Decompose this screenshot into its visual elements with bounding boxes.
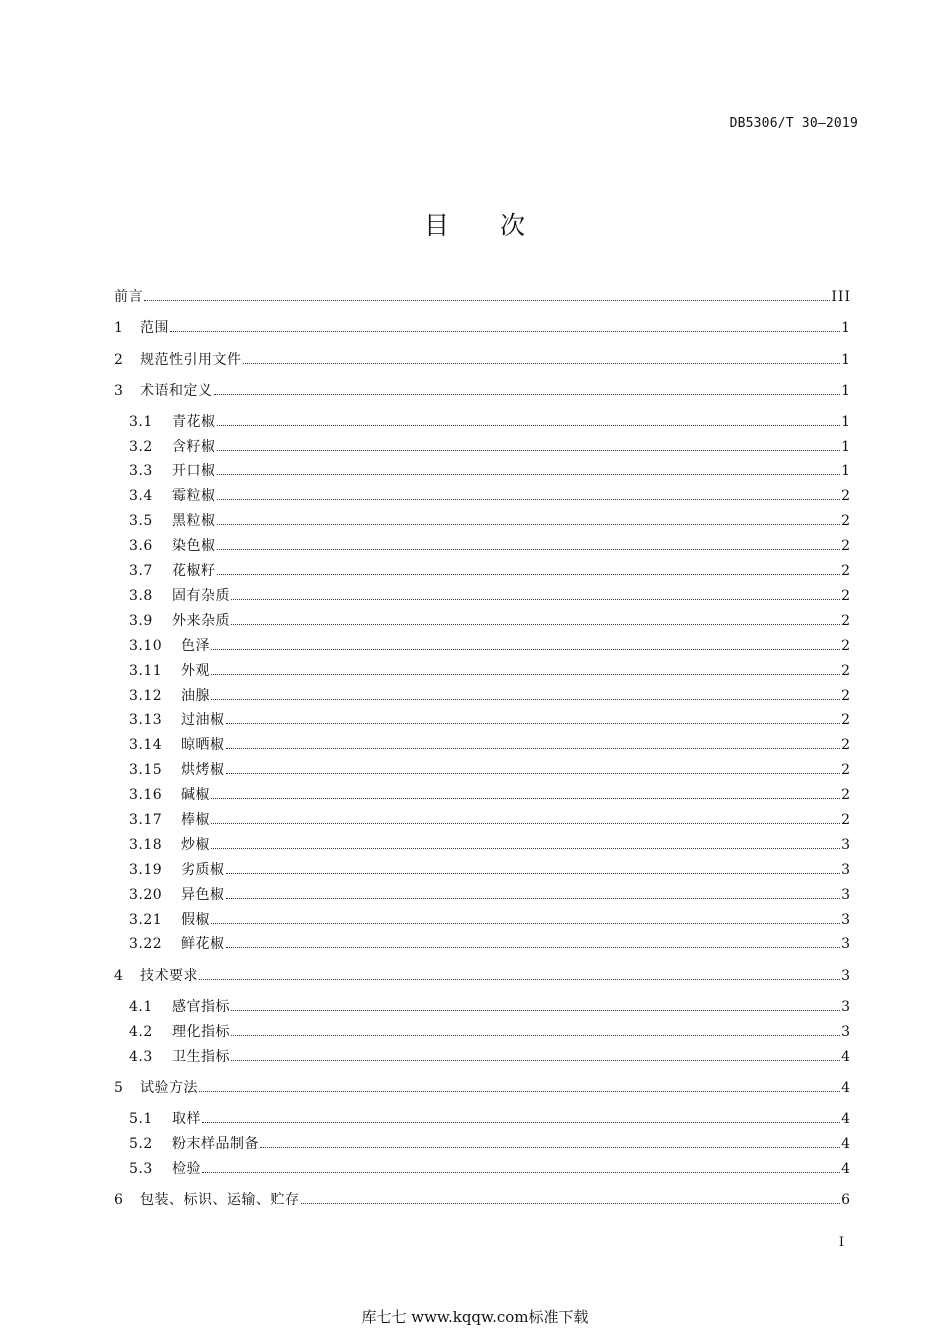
toc-entry[interactable] [129, 1159, 851, 1179]
toc-dot-leader [170, 331, 840, 332]
toc-entry-title: 固有杂质 [172, 588, 230, 604]
toc-entry-number: 4.1 [129, 999, 153, 1015]
toc-entry[interactable] [114, 318, 851, 338]
toc-entry-title: 黑粒椒 [172, 513, 216, 529]
toc-entry-page: 4 [841, 1080, 851, 1096]
toc-entry-page: 3 [841, 936, 851, 952]
toc-entry[interactable] [129, 735, 851, 755]
toc-entry-page: III [831, 289, 851, 305]
toc-entry-page: 2 [841, 812, 851, 828]
toc-dot-leader [144, 300, 830, 301]
toc-entry-number: 3.16 [129, 787, 163, 803]
toc-entry-number: 3.3 [129, 463, 153, 479]
toc-dot-leader [217, 574, 841, 575]
toc-entry-page: 2 [841, 737, 851, 753]
toc-dot-leader [217, 549, 841, 550]
toc-entry-number: 1 [114, 320, 123, 336]
toc-entry-number: 3.4 [129, 488, 153, 504]
toc-entry-page: 4 [841, 1161, 851, 1177]
toc-entry-number: 3.14 [129, 737, 163, 753]
toc-entry-number: 3.21 [129, 912, 163, 928]
toc-entry-title: 染色椒 [172, 538, 216, 554]
toc-entry[interactable] [114, 1190, 851, 1210]
toc-entry-number: 6 [114, 1192, 123, 1208]
toc-dot-leader [226, 898, 841, 899]
toc-entry[interactable] [129, 997, 851, 1017]
toc-entry-page: 1 [841, 352, 851, 368]
page-number: I [838, 1235, 844, 1250]
toc-dot-leader [199, 979, 840, 980]
toc-dot-leader [214, 394, 841, 395]
toc-entry-title: 鲜花椒 [181, 936, 225, 952]
toc-entry-page: 1 [841, 463, 851, 479]
toc-entry-title: 试验方法 [140, 1080, 198, 1096]
toc-entry-number: 2 [114, 352, 123, 368]
toc-entry-number: 3.13 [129, 712, 163, 728]
title-char-2: 次 [500, 211, 527, 240]
toc-dot-leader [231, 1035, 840, 1036]
toc-entry-title: 青花椒 [172, 414, 216, 430]
toc-entry-page: 2 [841, 563, 851, 579]
toc-entry[interactable] [114, 350, 851, 370]
toc-entry-number: 5.2 [129, 1136, 153, 1152]
toc-entry[interactable] [129, 860, 851, 880]
toc-entry-page: 3 [841, 887, 851, 903]
toc-dot-leader [211, 798, 840, 799]
toc-entry[interactable] [129, 461, 851, 481]
toc-entry[interactable] [129, 1022, 851, 1042]
toc-entry-page: 2 [841, 538, 851, 554]
toc-entry-page: 2 [841, 787, 851, 803]
toc-entry[interactable] [129, 536, 851, 556]
toc-entry[interactable] [129, 1047, 851, 1067]
toc-entry-page: 3 [841, 912, 851, 928]
toc-dot-leader [202, 1122, 840, 1123]
toc-entry-page: 1 [841, 439, 851, 455]
toc-entry-title: 技术要求 [140, 968, 198, 984]
toc-entry-page: 2 [841, 588, 851, 604]
toc-entry[interactable] [114, 1078, 851, 1098]
toc-entry-number: 3.2 [129, 439, 153, 455]
toc-entry-page: 2 [841, 638, 851, 654]
toc-entry-number: 5.1 [129, 1111, 153, 1127]
toc-entry-number: 5 [114, 1080, 123, 1096]
toc-entry[interactable] [129, 686, 851, 706]
toc-entry-title: 感官指标 [172, 999, 230, 1015]
toc-entry-number: 3.12 [129, 688, 163, 704]
toc-dot-leader [231, 599, 840, 600]
toc-entry-title: 假椒 [181, 912, 210, 928]
title-char-1: 目 [423, 211, 450, 240]
toc-entry[interactable] [114, 287, 851, 307]
toc-entry-title: 花椒籽 [172, 563, 216, 579]
toc-entry-title: 过油椒 [181, 712, 225, 728]
toc-entry-title: 异色椒 [181, 887, 225, 903]
toc-dot-leader [217, 425, 841, 426]
toc-entry-title: 开口椒 [172, 463, 216, 479]
toc-entry-title: 棒椒 [181, 812, 210, 828]
toc-entry[interactable] [129, 885, 851, 905]
toc-entry-title: 碱椒 [181, 787, 210, 803]
toc-entry-page: 2 [841, 663, 851, 679]
toc-dot-leader [231, 624, 840, 625]
toc-entry-page: 3 [841, 1024, 851, 1040]
toc-entry-number: 3.8 [129, 588, 153, 604]
toc-entry-number: 3.19 [129, 862, 163, 878]
toc-entry[interactable] [129, 611, 851, 631]
toc-entry-number: 3.10 [129, 638, 163, 654]
toc-dot-leader [226, 723, 841, 724]
toc-dot-leader [211, 649, 840, 650]
toc-entry[interactable] [129, 785, 851, 805]
toc-entry-title: 油腺 [181, 688, 210, 704]
toc-entry-number: 4.2 [129, 1024, 153, 1040]
toc-entry-title: 前言 [114, 289, 143, 305]
toc-entry-number: 5.3 [129, 1161, 153, 1177]
toc-dot-leader [260, 1147, 840, 1148]
toc-entry[interactable] [129, 661, 851, 681]
toc-entry-number: 3.5 [129, 513, 153, 529]
toc-entry-title: 理化指标 [172, 1024, 230, 1040]
toc-entry-number: 3.6 [129, 538, 153, 554]
toc-entry-number: 3.1 [129, 414, 153, 430]
toc-entry-title: 外来杂质 [172, 613, 230, 629]
toc-entry-number: 3.20 [129, 887, 163, 903]
toc-entry-title: 色泽 [181, 638, 210, 654]
toc-entry-page: 3 [841, 968, 851, 984]
toc-entry-page: 6 [841, 1192, 851, 1208]
toc-entry-page: 2 [841, 712, 851, 728]
toc-dot-leader [217, 499, 841, 500]
toc-entry-title: 检验 [172, 1161, 201, 1177]
toc-entry-number: 3.9 [129, 613, 153, 629]
toc-entry-title: 粉末样品制备 [172, 1136, 259, 1152]
toc-entry-page: 3 [841, 837, 851, 853]
toc-entry-title: 卫生指标 [172, 1049, 230, 1065]
toc-dot-leader [211, 674, 840, 675]
toc-entry-title: 含籽椒 [172, 439, 216, 455]
toc-entry[interactable] [129, 910, 851, 930]
toc-entry-title: 晾晒椒 [181, 737, 225, 753]
toc-entry-page: 3 [841, 862, 851, 878]
toc-dot-leader [217, 524, 841, 525]
toc-entry[interactable] [129, 486, 851, 506]
toc-entry-title: 劣质椒 [181, 862, 225, 878]
toc-entry[interactable] [129, 636, 851, 656]
toc-entry-page: 2 [841, 488, 851, 504]
toc-entry-number: 3.17 [129, 812, 163, 828]
toc-dot-leader [243, 363, 841, 364]
toc-entry[interactable] [129, 810, 851, 830]
toc-entry[interactable] [129, 437, 851, 457]
toc-entry-page: 2 [841, 613, 851, 629]
toc-entry-title: 取样 [172, 1111, 201, 1127]
toc-entry[interactable] [129, 835, 851, 855]
toc-entry-title: 术语和定义 [140, 383, 213, 399]
toc-entry[interactable] [129, 561, 851, 581]
toc-entry-title: 包装、标识、运输、贮存 [140, 1192, 300, 1208]
toc-dot-leader [226, 773, 841, 774]
toc-entry-number: 3.7 [129, 563, 153, 579]
document-code: DB5306/T 30—2019 [729, 116, 858, 131]
toc-entry-page: 4 [841, 1136, 851, 1152]
toc-entry-title: 规范性引用文件 [140, 352, 242, 368]
toc-entry-title: 外观 [181, 663, 210, 679]
toc-entry-title: 霉粒椒 [172, 488, 216, 504]
toc-dot-leader [199, 1091, 840, 1092]
toc-entry-number: 3.22 [129, 936, 163, 952]
toc-entry[interactable] [129, 760, 851, 780]
toc-entry[interactable] [129, 511, 851, 531]
toc-entry[interactable] [114, 381, 851, 401]
toc-dot-leader [211, 923, 840, 924]
toc-entry[interactable] [129, 934, 851, 954]
toc-entry-page: 3 [841, 999, 851, 1015]
footer-watermark: 库七七 www.kqqw.com标准下载 [361, 1308, 589, 1326]
toc-entry[interactable] [129, 412, 851, 432]
toc-entry-number: 4 [114, 968, 123, 984]
toc-entry-number: 3.18 [129, 837, 163, 853]
toc-dot-leader [211, 823, 840, 824]
toc-entry-number: 4.3 [129, 1049, 153, 1065]
toc-entry-number: 3.11 [129, 663, 163, 679]
toc-dot-leader [217, 450, 841, 451]
toc-entry-number: 3 [114, 383, 123, 399]
toc-entry-page: 2 [841, 688, 851, 704]
table-of-contents [114, 0, 851, 1344]
toc-entry-page: 1 [841, 320, 851, 336]
toc-dot-leader [226, 748, 841, 749]
toc-entry-page: 4 [841, 1111, 851, 1127]
toc-dot-leader [217, 474, 841, 475]
toc-dot-leader [226, 947, 841, 948]
toc-entry-page: 2 [841, 513, 851, 529]
toc-dot-leader [226, 873, 841, 874]
toc-entry-number: 3.15 [129, 762, 163, 778]
toc-entry[interactable] [129, 1109, 851, 1129]
toc-entry[interactable] [129, 586, 851, 606]
toc-dot-leader [211, 848, 840, 849]
toc-entry[interactable] [114, 966, 851, 986]
toc-dot-leader [301, 1203, 841, 1204]
toc-entry-page: 1 [841, 383, 851, 399]
toc-entry-title: 烘烤椒 [181, 762, 225, 778]
toc-entry-page: 4 [841, 1049, 851, 1065]
toc-dot-leader [202, 1172, 840, 1173]
toc-entry[interactable] [129, 1134, 851, 1154]
toc-entry-title: 炒椒 [181, 837, 210, 853]
toc-entry-page: 2 [841, 762, 851, 778]
toc-entry-title: 范围 [140, 320, 169, 336]
toc-dot-leader [231, 1010, 840, 1011]
toc-entry-page: 1 [841, 414, 851, 430]
toc-dot-leader [231, 1060, 840, 1061]
toc-dot-leader [211, 699, 840, 700]
toc-entry[interactable] [129, 710, 851, 730]
